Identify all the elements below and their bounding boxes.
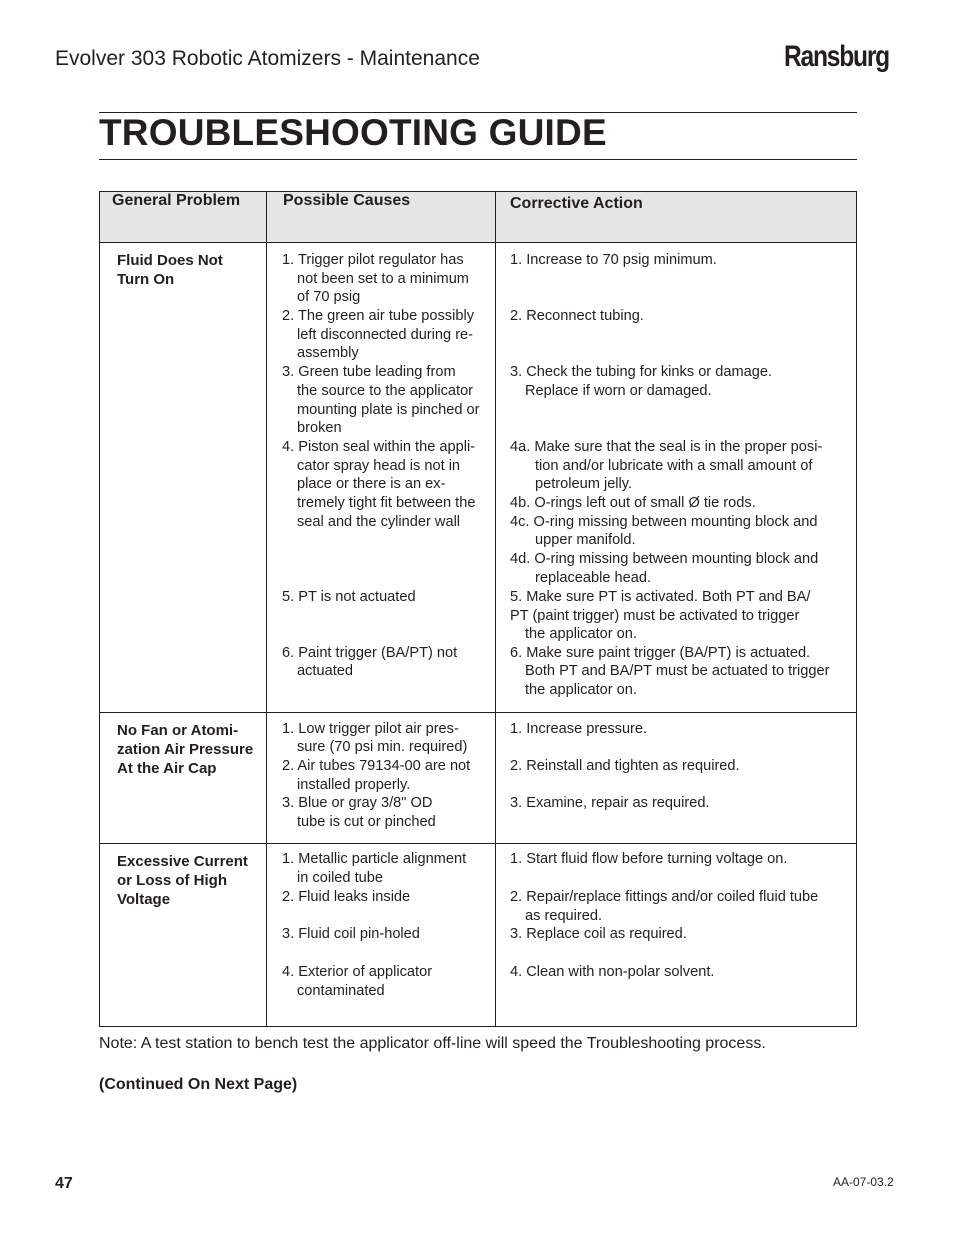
continued-notice: (Continued On Next Page) [99,1076,298,1093]
actions-cell [496,713,857,844]
problem-line: At the Air Cap [117,760,217,777]
problem-cell [100,243,267,713]
action-line: tion and/or lubricate with a small amount of [535,458,813,474]
causes-cell [267,844,496,1027]
cause-line: installed properly. [297,777,411,793]
action-line: 1. Start fluid flow before turning voltage on. [510,851,788,867]
action-line: 3. Examine, repair as required. [510,795,710,811]
cause-line: in coiled tube [297,870,384,886]
action-line: as required. [525,908,603,924]
cause-line: mounting plate is pinched or [297,402,480,418]
problem-line: zation Air Pressure [117,741,254,758]
cause-line: place or there is an ex- [297,476,446,492]
action-line: 4c. O-ring missing between mounting block and [510,514,818,530]
action-line: 2. Reinstall and tighten as required. [510,758,740,774]
cause-line: 2. The green air tube possibly [282,308,474,324]
cause-line: tremely tight fit between the [297,495,476,511]
action-line: the applicator on. [525,626,637,642]
column-header-label: General Problem [112,192,241,209]
problem-line: Excessive Current [117,853,248,870]
document-code: AA-07-03.2 [833,1175,894,1189]
table-row [100,713,857,844]
action-line: upper manifold. [535,532,636,548]
causes-cell [267,243,496,713]
problem-text [100,243,266,289]
cause-line: cator spray head is not in [297,458,461,474]
cause-line: 1. Low trigger pilot air pres- [282,721,459,737]
action-line: 1. Increase to 70 psig minimum. [510,252,717,268]
page-number: 47 [55,1175,73,1192]
cause-line: 5. PT is not actuated [282,589,416,605]
action-line: 1. Increase pressure. [510,721,648,737]
problem-cell [100,844,267,1027]
cause-line: tube is cut or pinched [297,814,436,830]
page-title: TROUBLESHOOTING GUIDE [99,112,607,153]
cause-line: 2. Air tubes 79134-00 are not [282,758,471,774]
problem-text [100,844,266,909]
table-row [100,844,857,1027]
table-header-row [100,192,857,243]
cause-line: broken [297,420,342,436]
action-line: Both PT and BA/PT must be actuated to trigger [525,663,830,679]
actions-cell [496,844,857,1027]
brand-logo: Ransburg [784,40,889,73]
column-header-label: Corrective Action [510,195,643,212]
cause-line: of 70 psig [297,289,361,305]
problem-line: No Fan or Atomi- [117,722,239,739]
cause-line: actuated [297,663,353,679]
cause-line: 1. Metallic particle alignment [282,851,467,867]
title-bottom-rule [99,159,857,160]
troubleshooting-table [99,191,857,1027]
cause-line: 3. Green tube leading from [282,364,456,380]
action-line: replaceable head. [535,570,652,586]
problem-text [100,713,266,778]
cause-line: the source to the applicator [297,383,474,399]
action-line: 4b. O-rings left out of small Ø tie rods. [510,495,756,511]
column-header-possible-causes [267,192,496,243]
cause-line: 1. Trigger pilot regulator has [282,252,464,268]
cause-line: 2. Fluid leaks inside [282,889,411,905]
cause-line: assembly [297,345,359,361]
problem-cell [100,713,267,844]
action-line: 5. Make sure PT is activated. Both PT and BA/ [510,589,811,605]
action-line: petroleum jelly. [535,476,633,492]
action-line: 4. Clean with non-polar solvent. [510,964,715,980]
cause-line: 3. Blue or gray 3/8" OD [282,795,433,811]
action-line: 3. Replace coil as required. [510,926,687,942]
column-header-label: Possible Causes [283,192,411,209]
table-row [100,243,857,713]
causes-cell [267,713,496,844]
cause-line: 6. Paint trigger (BA/PT) not [282,645,458,661]
action-line: 3. Check the tubing for kinks or damage. [510,364,773,380]
cause-line: 4. Piston seal within the appli- [282,439,476,455]
problem-line: or Loss of High [117,872,227,889]
problem-line: Turn On [117,271,175,288]
action-line: 2. Reconnect tubing. [510,308,644,324]
action-line: PT (paint trigger) must be activated to trigger [510,608,800,624]
note-text: Note: A test station to bench test the applicator off-line will speed the Troubleshooting process. [99,1035,766,1052]
problem-line: Voltage [117,891,171,908]
cause-line: left disconnected during re- [297,327,474,343]
actions-cell [496,243,857,713]
cause-line: 3. Fluid coil pin-holed [282,926,420,942]
cause-line: seal and the cylinder wall [297,514,461,530]
action-line: the applicator on. [525,682,637,698]
document-header-title: Evolver 303 Robotic Atomizers - Maintenance [55,47,480,70]
action-line: Replace if worn or damaged. [525,383,712,399]
cause-line: sure (70 psi min. required) [297,739,468,755]
action-line: 6. Make sure paint trigger (BA/PT) is actuated. [510,645,811,661]
problem-line: Fluid Does Not [117,252,223,269]
column-header-corrective-action [496,192,857,243]
column-header-general-problem [100,192,267,243]
cause-line: not been set to a minimum [297,271,469,287]
cause-line: 4. Exterior of applicator [282,964,433,980]
action-line: 4d. O-ring missing between mounting block and [510,551,819,567]
cause-line: contaminated [297,983,385,999]
action-line: 2. Repair/replace fittings and/or coiled fluid tube [510,889,819,905]
action-line: 4a. Make sure that the seal is in the proper posi- [510,439,823,455]
